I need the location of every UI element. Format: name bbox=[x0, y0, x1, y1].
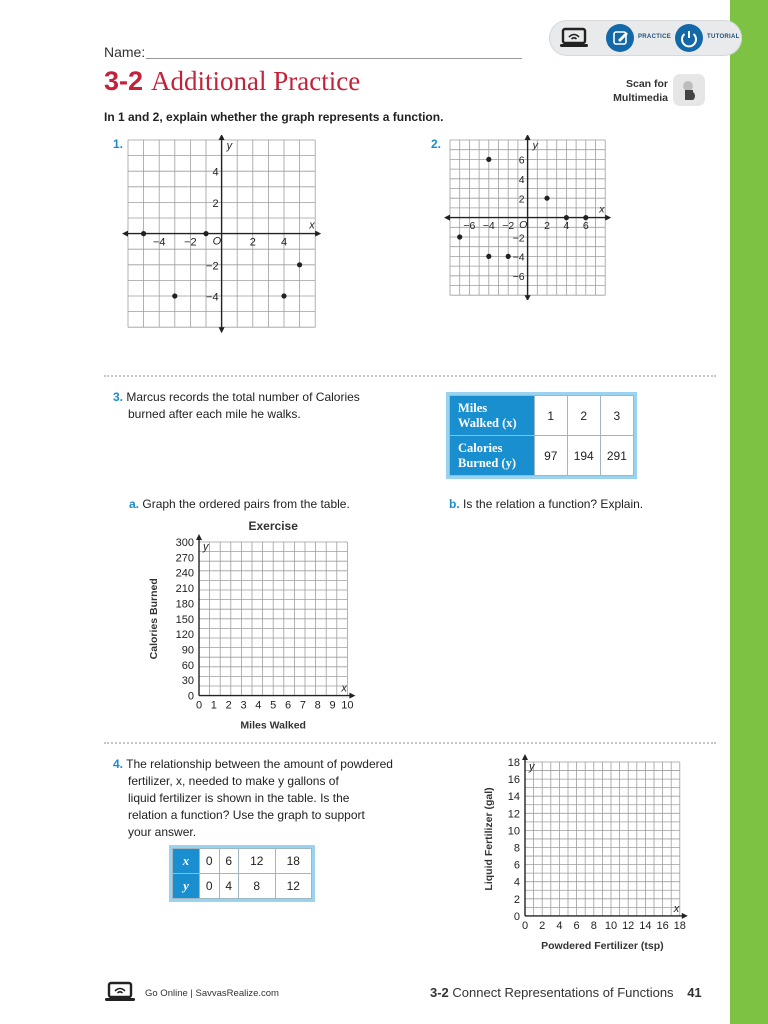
scan-text bbox=[590, 77, 668, 105]
y-tick-label: −4 bbox=[206, 291, 219, 304]
y-tick-label: 8 bbox=[513, 842, 520, 855]
problem-2-number: 2. bbox=[431, 137, 442, 151]
y-axis-letter: y bbox=[203, 541, 209, 553]
problem-3-text bbox=[113, 389, 433, 423]
data-point bbox=[203, 231, 208, 236]
table-cell: 12 bbox=[239, 849, 275, 874]
part-b-text: Is the relation a function? Explain. bbox=[463, 497, 644, 511]
y-tick-label: 90 bbox=[181, 644, 194, 657]
x-tick-label: −6 bbox=[463, 220, 476, 233]
scan-line-2: Multimedia bbox=[613, 92, 668, 104]
y-tick-label: 2 bbox=[212, 197, 219, 210]
instructions: In 1 and 2, explain whether the graph represents a function. bbox=[104, 110, 444, 124]
table-row bbox=[173, 849, 312, 874]
table-row bbox=[173, 874, 312, 899]
x-tick-label: 8 bbox=[590, 919, 597, 932]
y-tick-label: 240 bbox=[175, 567, 194, 580]
x-tick-label: −2 bbox=[502, 220, 515, 233]
origin-label: O bbox=[519, 219, 528, 232]
problem-3-line-1: Marcus records the total number of Calories bbox=[126, 390, 360, 404]
x-tick-label: 4 bbox=[556, 919, 563, 932]
y-axis-arrow bbox=[525, 135, 531, 140]
table-row bbox=[450, 436, 634, 476]
x-axis-arrow bbox=[682, 913, 688, 919]
laptop-icon bbox=[104, 981, 136, 1005]
problem-4-line-4: relation a function? Use the graph to support bbox=[128, 808, 365, 822]
x-tick-label: 2 bbox=[249, 236, 256, 249]
data-point bbox=[544, 196, 549, 201]
y-tick-label: 6 bbox=[518, 154, 525, 167]
fertilizer-graph bbox=[475, 752, 700, 960]
table-cell: 4 bbox=[219, 874, 239, 899]
data-point bbox=[583, 215, 588, 220]
x-tick-label: 2 bbox=[225, 699, 232, 712]
x-axis-arrow bbox=[315, 231, 321, 237]
calories-header-line-2: Burned (y) bbox=[458, 455, 516, 470]
y-axis-letter: y bbox=[529, 761, 535, 773]
y-tick-label: 12 bbox=[507, 808, 520, 821]
footer-lesson-number: 3-2 bbox=[430, 985, 449, 1000]
table-cell: 18 bbox=[275, 849, 312, 874]
x-tick-label: 10 bbox=[604, 919, 618, 932]
power-icon bbox=[675, 24, 703, 52]
x-tick-label: −4 bbox=[482, 220, 495, 233]
problem-3-number: 3. bbox=[113, 390, 124, 404]
practice-label[interactable]: PRACTICE bbox=[638, 34, 672, 40]
page-title bbox=[104, 66, 360, 97]
table-cell: 6 bbox=[219, 849, 239, 874]
x-tick-label: 4 bbox=[255, 699, 262, 712]
data-point bbox=[486, 157, 491, 162]
miles-header bbox=[450, 396, 535, 436]
y-tick-label: 180 bbox=[175, 598, 194, 611]
x-tick-label: 1 bbox=[210, 699, 217, 712]
section-divider-1 bbox=[104, 375, 716, 377]
y-tick-label: 60 bbox=[181, 659, 194, 672]
y-tick-label: 10 bbox=[507, 825, 520, 838]
y-tick-label: 300 bbox=[175, 537, 194, 549]
problem-4-text bbox=[113, 756, 453, 841]
miles-header-line-2: Walked (x) bbox=[458, 415, 517, 430]
x-tick-label: −2 bbox=[184, 236, 197, 249]
y-tick-label: 4 bbox=[518, 174, 525, 187]
y-tick-label: 2 bbox=[518, 193, 525, 206]
y-tick-label: 14 bbox=[507, 791, 520, 804]
footer-lesson bbox=[430, 985, 702, 1000]
problem-4-number: 4. bbox=[113, 757, 124, 771]
calories-table bbox=[449, 395, 634, 476]
calories-header-line-1: Calories bbox=[458, 440, 503, 455]
part-b bbox=[449, 496, 643, 513]
x-tick-label: 12 bbox=[622, 919, 635, 932]
part-b-letter: b. bbox=[449, 497, 460, 511]
x-axis-label: x bbox=[599, 203, 605, 216]
y-tick-label: 30 bbox=[181, 675, 194, 688]
y-tick-label: 6 bbox=[513, 859, 520, 872]
x-tick-label: 2 bbox=[544, 220, 550, 233]
table-row bbox=[450, 396, 634, 436]
table-cell: 2 bbox=[567, 396, 600, 436]
y-axis-arrow bbox=[525, 295, 531, 300]
footer-lesson-title: Connect Representations of Functions bbox=[452, 985, 674, 1000]
digital-resources-bar bbox=[549, 20, 742, 56]
y-tick-label: 120 bbox=[175, 629, 194, 642]
part-a bbox=[129, 496, 350, 513]
y-axis-label: y bbox=[226, 140, 233, 152]
x-tick-label: 5 bbox=[270, 699, 277, 712]
x-tick-label: 4 bbox=[280, 236, 288, 249]
y-tick-label: 2 bbox=[513, 893, 520, 906]
fertilizer-table bbox=[172, 848, 312, 899]
y-tick-label: 0 bbox=[513, 910, 520, 923]
table-cell: 1 bbox=[534, 396, 567, 436]
x-tick-label: −4 bbox=[152, 236, 166, 249]
problem-4-line-2: fertilizer, x, needed to make y gallons of bbox=[128, 774, 339, 788]
y-tick-label: 270 bbox=[175, 552, 194, 565]
data-point bbox=[281, 293, 286, 298]
y-axis-title: Liquid Fertilizer (gal) bbox=[483, 787, 495, 891]
x-axis-arrow bbox=[349, 693, 355, 699]
x-axis-letter: x bbox=[673, 902, 680, 915]
x-tick-label: 6 bbox=[582, 220, 589, 233]
name-line bbox=[146, 58, 522, 59]
y-axis-arrow bbox=[196, 534, 202, 540]
problem-3-line-2: burned after each mile he walks. bbox=[128, 407, 301, 421]
x-axis-arrow bbox=[605, 215, 611, 221]
y-tick-label: −6 bbox=[512, 271, 525, 284]
problem-4-line-1: The relationship between the amount of powdered bbox=[126, 757, 393, 771]
title-text: Additional Practice bbox=[151, 66, 361, 96]
y-tick-label: 0 bbox=[187, 690, 194, 703]
x-tick-label: 0 bbox=[195, 699, 203, 712]
page-number: 41 bbox=[687, 985, 702, 1000]
y-tick-label: 16 bbox=[507, 774, 520, 787]
table-cell: 194 bbox=[567, 436, 600, 476]
y-tick-label: −4 bbox=[512, 251, 525, 264]
y-tick-label: −2 bbox=[512, 232, 525, 245]
y-tick-label: 150 bbox=[175, 613, 194, 626]
table-cell: 12 bbox=[275, 874, 312, 899]
data-point bbox=[564, 215, 569, 220]
x-tick-label: 0 bbox=[521, 919, 529, 932]
x-tick-label: 6 bbox=[284, 699, 292, 712]
page-edge-bar bbox=[730, 0, 768, 1024]
scan-line-1: Scan for bbox=[625, 78, 668, 90]
y-axis-label: y bbox=[532, 139, 538, 152]
x-tick-label: 2 bbox=[539, 919, 546, 932]
x-axis-arrow bbox=[444, 215, 450, 221]
data-point bbox=[486, 254, 491, 259]
y-axis-arrow bbox=[219, 327, 225, 333]
y-tick-label: 4 bbox=[513, 876, 520, 889]
table-cell: 0 bbox=[200, 874, 220, 899]
x-tick-label: 7 bbox=[299, 699, 306, 712]
x-axis-label: x bbox=[309, 219, 315, 232]
tutorial-button[interactable] bbox=[675, 24, 703, 52]
calories-header bbox=[450, 436, 535, 476]
x-tick-label: 14 bbox=[639, 919, 652, 932]
laptop-icon bbox=[559, 27, 589, 49]
data-point bbox=[506, 254, 511, 259]
multimedia-logo-icon bbox=[673, 74, 705, 106]
data-point bbox=[141, 231, 146, 236]
section-divider-2 bbox=[104, 742, 716, 744]
data-point bbox=[457, 234, 462, 239]
x-tick-label: 3 bbox=[240, 699, 247, 712]
y-tick-label: 4 bbox=[212, 166, 219, 179]
y-axis-arrow bbox=[522, 754, 528, 760]
tutorial-label[interactable]: TUTORIAL bbox=[707, 34, 740, 40]
y-axis-arrow bbox=[219, 135, 225, 140]
y-tick-label: 18 bbox=[507, 757, 520, 769]
x-tick-label: 9 bbox=[329, 699, 336, 712]
name-label: Name: bbox=[104, 44, 146, 60]
part-a-letter: a. bbox=[129, 497, 140, 511]
table-cell: 0 bbox=[200, 849, 220, 874]
part-a-text: Graph the ordered pairs from the table. bbox=[142, 497, 350, 511]
x-axis-arrow bbox=[122, 231, 128, 237]
origin-label: O bbox=[212, 235, 222, 248]
miles-header-line-1: Miles bbox=[458, 400, 488, 415]
multimedia-icon[interactable] bbox=[673, 74, 705, 106]
graph-title: Exercise bbox=[248, 519, 298, 533]
problem-4-line-5: your answer. bbox=[128, 825, 197, 839]
exercise-graph bbox=[140, 512, 370, 740]
x-tick-label: 6 bbox=[573, 919, 580, 932]
problem-1-graph bbox=[110, 135, 330, 335]
problem-2-graph bbox=[440, 135, 620, 300]
practice-button[interactable] bbox=[606, 24, 634, 52]
online-link[interactable]: Go Online | SavvasRealize.com bbox=[145, 988, 279, 999]
y-header: y bbox=[173, 874, 200, 899]
y-axis-title: Calories Burned bbox=[148, 578, 160, 660]
x-header: x bbox=[173, 849, 200, 874]
problem-4-line-3: liquid fertilizer is shown in the table. Is the bbox=[128, 791, 350, 805]
x-tick-label: 4 bbox=[563, 220, 570, 233]
y-tick-label: 210 bbox=[175, 583, 194, 596]
x-axis-title: Miles Walked bbox=[240, 719, 306, 732]
table-cell: 291 bbox=[600, 436, 633, 476]
table-cell: 3 bbox=[600, 396, 633, 436]
y-tick-label: −2 bbox=[206, 260, 219, 273]
data-point bbox=[172, 293, 177, 298]
x-tick-label: 8 bbox=[314, 699, 321, 712]
problem-1-number: 1. bbox=[113, 137, 124, 151]
x-tick-label: 16 bbox=[656, 919, 669, 932]
x-axis-title: Powdered Fertilizer (tsp) bbox=[541, 939, 664, 952]
table-cell: 97 bbox=[534, 436, 567, 476]
data-point bbox=[297, 262, 302, 267]
x-tick-label: 18 bbox=[673, 919, 686, 932]
x-axis-letter: x bbox=[341, 682, 347, 695]
x-tick-label: 10 bbox=[341, 699, 354, 712]
lesson-number: 3-2 bbox=[104, 66, 144, 96]
table-cell: 8 bbox=[239, 874, 275, 899]
pencil-icon bbox=[606, 24, 634, 52]
